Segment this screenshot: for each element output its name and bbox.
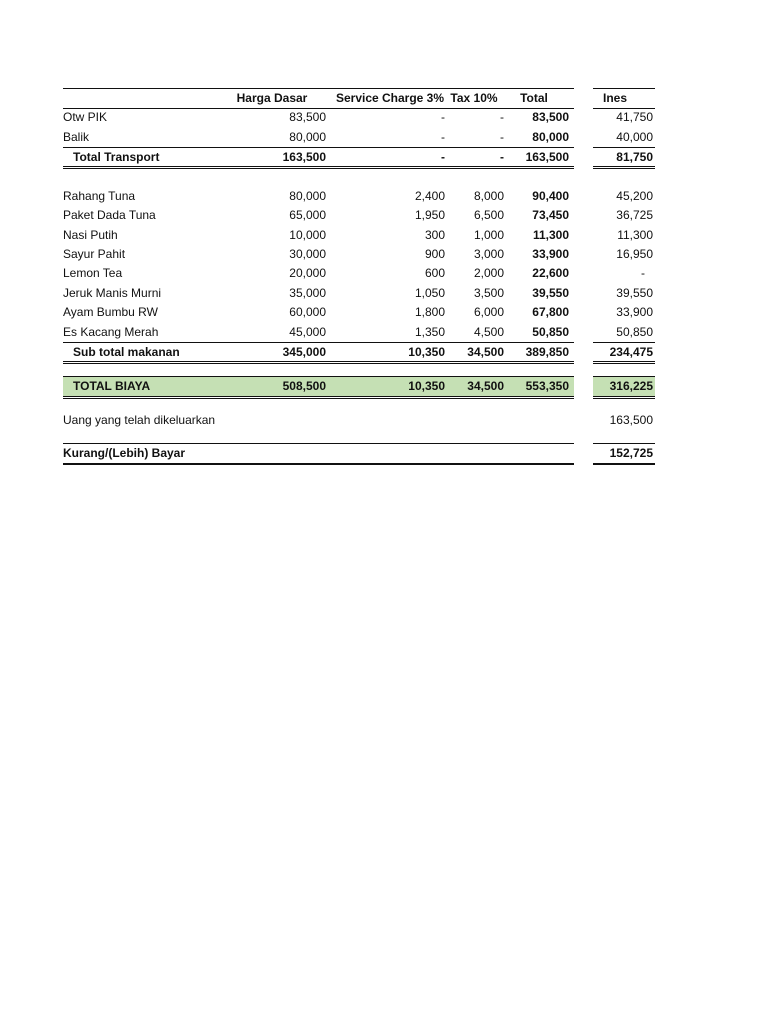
grand-total-tax: 34,500 <box>467 379 504 393</box>
food-subtotal-row <box>63 343 655 362</box>
item-total: 80,000 <box>532 130 569 144</box>
food-subtotal-service: 10,350 <box>408 345 445 359</box>
transport-total-total: 163,500 <box>525 150 569 164</box>
item-harga: 83,500 <box>289 110 326 124</box>
item-service: 1,350 <box>414 325 445 339</box>
item-tax: - <box>500 110 504 124</box>
item-ines: 11,300 <box>617 228 653 242</box>
table-row <box>63 264 655 283</box>
item-total: 50,850 <box>532 325 569 339</box>
item-total: 33,900 <box>532 247 569 261</box>
item-ines: 33,900 <box>616 305 653 319</box>
balance-label: Kurang/(Lebih) Bayar <box>63 446 186 460</box>
item-tax: 6,000 <box>473 305 504 319</box>
item-total: 73,450 <box>532 208 569 222</box>
item-name: Ayam Bumbu RW <box>63 305 158 319</box>
item-harga: 20,000 <box>289 266 326 280</box>
transport-total-harga: 163,500 <box>282 150 326 164</box>
food-subtotal-total: 389,850 <box>525 345 569 359</box>
transport-total-bottom-border-ines <box>593 166 655 169</box>
item-harga: 30,000 <box>289 247 326 261</box>
table-row <box>63 128 655 147</box>
balance-bottom-border <box>63 463 574 465</box>
table-row <box>63 303 655 322</box>
transport-total-service: - <box>441 150 445 164</box>
grand-total-row <box>63 377 655 396</box>
item-ines: - <box>641 266 645 280</box>
item-name: Nasi Putih <box>63 228 118 242</box>
item-tax: 6,500 <box>473 208 504 222</box>
paid-row <box>63 411 655 430</box>
grand-total-service: 10,350 <box>408 379 445 393</box>
grand-total-bottom-border-ines <box>593 396 655 399</box>
table-row <box>63 206 655 225</box>
transport-total-bottom-border <box>63 166 574 169</box>
grand-total-label: TOTAL BIAYA <box>73 379 151 393</box>
item-tax: - <box>500 130 504 144</box>
item-tax: 4,500 <box>473 325 504 339</box>
table-row <box>63 323 655 342</box>
table-row <box>63 245 655 264</box>
food-subtotal-bottom-border <box>63 361 574 364</box>
item-name: Jeruk Manis Murni <box>63 286 162 300</box>
item-service: 600 <box>424 266 445 280</box>
item-service: 1,050 <box>414 286 445 300</box>
paid-label: Uang yang telah dikeluarkan <box>63 413 216 427</box>
item-harga: 45,000 <box>289 325 326 339</box>
item-total: 83,500 <box>532 110 569 124</box>
item-service: 2,400 <box>414 189 445 203</box>
food-subtotal-tax: 34,500 <box>467 345 504 359</box>
item-ines: 45,200 <box>616 189 653 203</box>
item-ines: 16,950 <box>616 247 653 261</box>
food-subtotal-bottom-border-ines <box>593 361 655 364</box>
item-service: 1,950 <box>414 208 445 222</box>
item-service: 1,800 <box>414 305 445 319</box>
table-row <box>63 284 655 303</box>
balance-row <box>63 444 655 463</box>
item-ines: 41,750 <box>616 110 653 124</box>
header-top-border <box>63 88 574 89</box>
header-row <box>63 89 655 108</box>
item-service: 900 <box>424 247 445 261</box>
item-ines: 40,000 <box>616 130 653 144</box>
transport-total-row <box>63 148 655 167</box>
item-harga: 65,000 <box>289 208 326 222</box>
item-harga: 10,000 <box>289 228 326 242</box>
item-name: Paket Dada Tuna <box>63 208 156 222</box>
grand-total-ines: 316,225 <box>609 379 653 393</box>
item-tax: 3,000 <box>473 247 504 261</box>
table-row <box>63 108 655 127</box>
transport-total-ines: 81,750 <box>616 150 653 164</box>
food-subtotal-harga: 345,000 <box>282 345 326 359</box>
item-harga: 80,000 <box>289 130 326 144</box>
item-total: 39,550 <box>532 286 569 300</box>
item-name: Es Kacang Merah <box>63 325 159 339</box>
food-subtotal-label: Sub total makanan <box>73 345 180 359</box>
item-ines: 50,850 <box>616 325 653 339</box>
item-total: 22,600 <box>532 266 569 280</box>
item-tax: 8,000 <box>473 189 504 203</box>
item-total: 67,800 <box>532 305 569 319</box>
grand-total-harga: 508,500 <box>282 379 326 393</box>
transport-total-tax: - <box>500 150 504 164</box>
item-name: Sayur Pahit <box>63 247 126 261</box>
col-tax: Tax 10% <box>450 91 498 105</box>
table-row <box>63 226 655 245</box>
item-tax: 1,000 <box>473 228 504 242</box>
balance-bottom-border-ines <box>593 463 655 465</box>
header-top-border-ines <box>593 88 655 89</box>
item-harga: 80,000 <box>289 189 326 203</box>
item-ines: 39,550 <box>616 286 653 300</box>
item-service: - <box>441 130 445 144</box>
grand-total-bottom-border <box>63 396 574 399</box>
item-harga: 60,000 <box>289 305 326 319</box>
paid-ines: 163,500 <box>609 413 653 427</box>
item-service: 300 <box>424 228 445 242</box>
col-harga-dasar: Harga Dasar <box>236 91 308 105</box>
item-name: Otw PIK <box>63 110 108 124</box>
col-service-charge: Service Charge 3% <box>335 91 445 105</box>
grand-total-total: 553,350 <box>525 379 569 393</box>
item-total: 11,300 <box>532 228 569 242</box>
food-subtotal-ines: 234,475 <box>609 345 653 359</box>
item-tax: 3,500 <box>473 286 504 300</box>
item-name: Lemon Tea <box>63 266 123 280</box>
balance-ines: 152,725 <box>609 446 653 460</box>
item-ines: 36,725 <box>616 208 653 222</box>
item-name: Rahang Tuna <box>63 189 136 203</box>
table-row <box>63 187 655 206</box>
item-harga: 35,000 <box>289 286 326 300</box>
item-name: Balik <box>63 130 90 144</box>
transport-total-label: Total Transport <box>73 150 160 164</box>
item-tax: 2,000 <box>473 266 504 280</box>
col-total: Total <box>520 91 548 105</box>
item-total: 90,400 <box>532 189 569 203</box>
item-service: - <box>441 110 445 124</box>
col-ines: Ines <box>602 91 627 105</box>
